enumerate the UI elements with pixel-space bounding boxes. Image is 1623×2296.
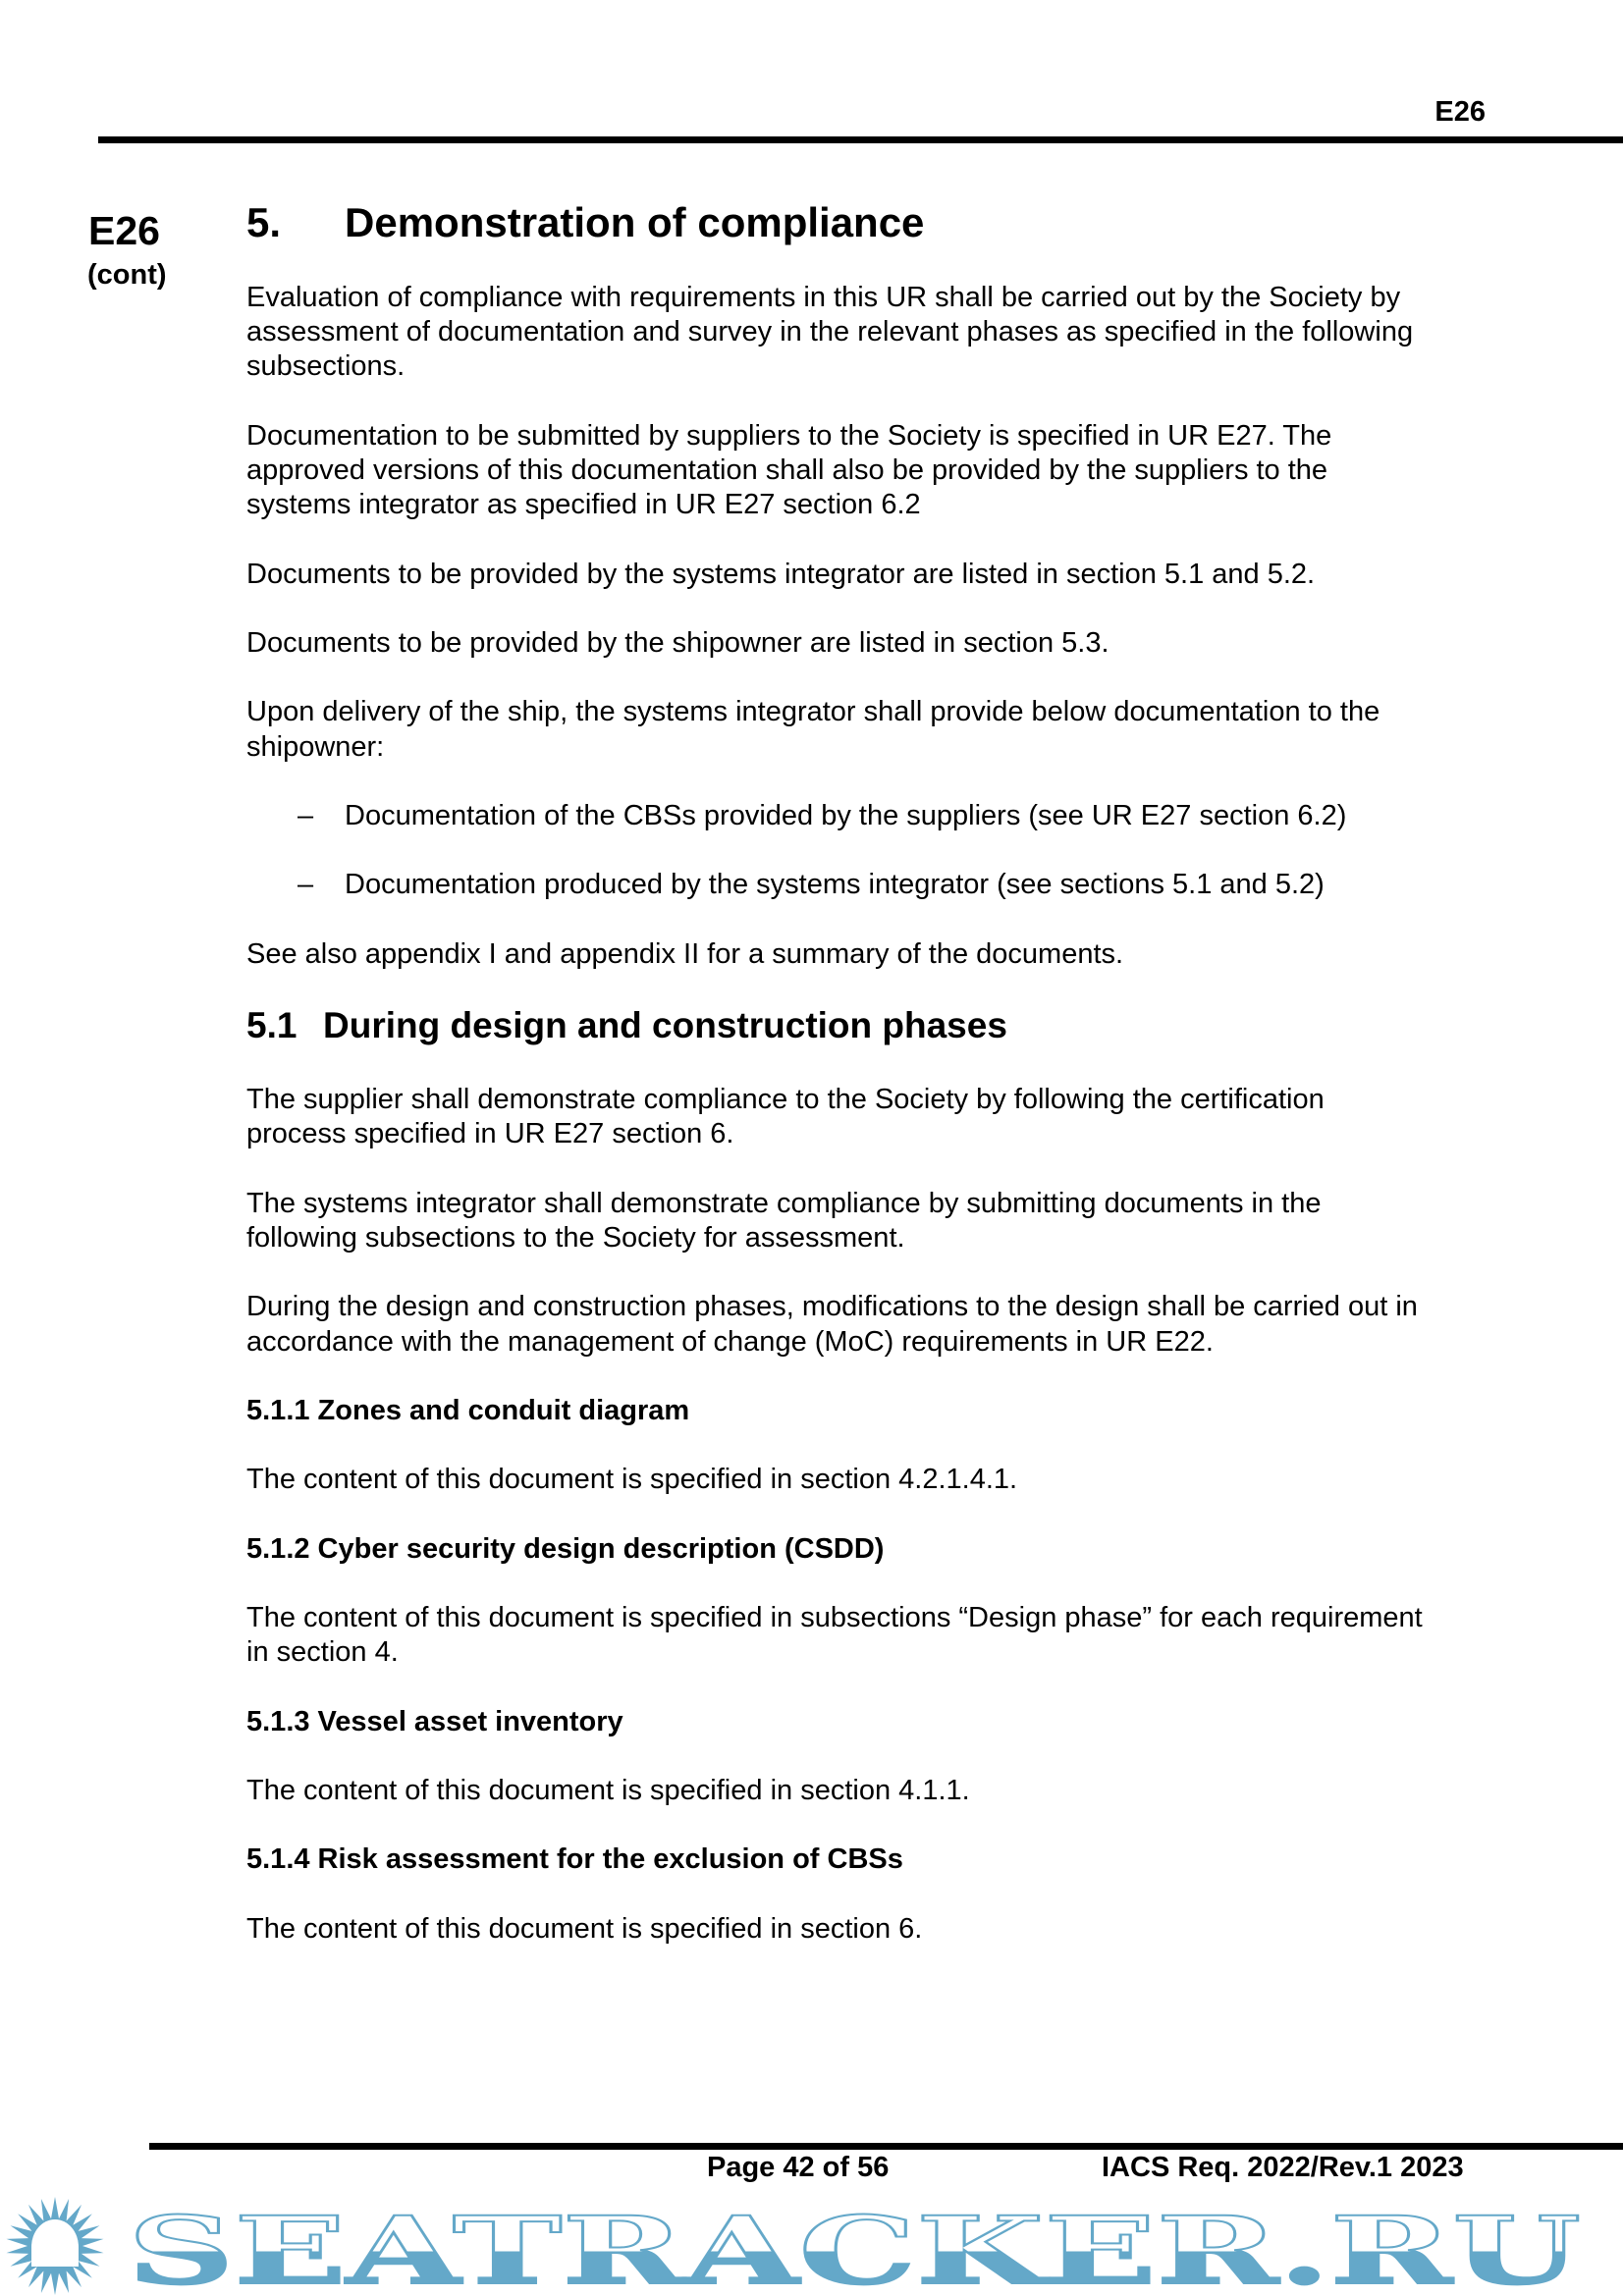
paragraph: The supplier shall demonstrate compliance to the Society by following the certification process specified in UR E27 section 6. <box>246 1084 1325 1150</box>
list-item-text: Documentation produced by the systems integrator (see sections 5.1 and 5.2) <box>345 869 1325 901</box>
paragraph: Documents to be provided by the shipowner are listed in section 5.3. <box>246 626 1109 659</box>
paragraph: The systems integrator shall demonstrate compliance by submitting documents in the following subsections to the Society for assessment. <box>246 1187 1322 1254</box>
header-code: E26 <box>1434 96 1486 128</box>
paragraph: The content of this document is specified in section 4.2.1.4.1. <box>246 1464 1018 1496</box>
item-heading: 5.1.4 Risk assessment for the exclusion of CBSs <box>246 1843 903 1876</box>
section-number: 5. <box>246 199 282 245</box>
section-heading <box>246 199 924 246</box>
margin-code: E26 <box>88 208 160 253</box>
subsection-heading <box>246 1006 1523 1045</box>
svg-text:SEATRACKER.RU: SEATRACKER.RU <box>128 2197 1581 2296</box>
item-heading: 5.1.3 Vessel asset inventory <box>246 1705 623 1737</box>
paragraph: The content of this document is specified in section 6. <box>246 1912 923 1945</box>
bullet-dash: – <box>298 799 314 831</box>
paragraph: Upon delivery of the ship, the systems integrator shall provide below documentation to the shipowner: <box>246 696 1380 763</box>
footer-reference: IACS Req. 2022/Rev.1 2023 <box>1102 2152 1464 2183</box>
paragraph: See also appendix I and appendix II for a summary of the documents. <box>246 937 1124 970</box>
footer-page-number: Page 42 of 56 <box>707 2152 890 2183</box>
paragraph: The content of this document is specified in subsections “Design phase” for each requirement in section 4. <box>246 1602 1423 1669</box>
header-rule <box>98 136 1623 143</box>
subsection-number: 5.1 <box>246 1005 298 1046</box>
watermark-logo <box>0 2193 1623 2296</box>
list-item <box>246 799 1523 833</box>
list-item-text: Documentation of the CBSs provided by the suppliers (see UR E27 section 6.2) <box>345 799 1347 831</box>
paragraph: Evaluation of compliance with requirements in this UR shall be carried out by the Society by assessment of documentation and survey in the relevant phases as specified in the following subsections. <box>246 282 1414 383</box>
section-title: Demonstration of compliance <box>345 199 925 245</box>
paragraph: The content of this document is specified in section 4.1.1. <box>246 1775 970 1807</box>
footer-rule <box>149 2143 1623 2150</box>
paragraph: Documentation to be submitted by suppliers to the Society is specified in UR E27. The approved versions of this documentation shall also be provided by the suppliers to the systems integrator as specified in UR E27 section 6.2 <box>246 419 1332 521</box>
item-heading: 5.1.2 Cyber security design description (CSDD) <box>246 1532 885 1565</box>
item-heading: 5.1.1 Zones and conduit diagram <box>246 1394 690 1426</box>
subsection-title: During design and construction phases <box>323 1005 1007 1046</box>
sun-icon <box>7 2197 104 2295</box>
document-body <box>246 281 1523 1981</box>
margin-cont: (cont) <box>87 259 167 291</box>
bullet-dash: – <box>298 869 314 901</box>
paragraph: Documents to be provided by the systems integrator are listed in section 5.1 and 5.2. <box>246 558 1316 590</box>
paragraph: During the design and construction phases, modifications to the design shall be carried out in accordance with the management of change (MoC) requirements in UR E22. <box>246 1291 1418 1358</box>
list-item <box>246 868 1523 902</box>
